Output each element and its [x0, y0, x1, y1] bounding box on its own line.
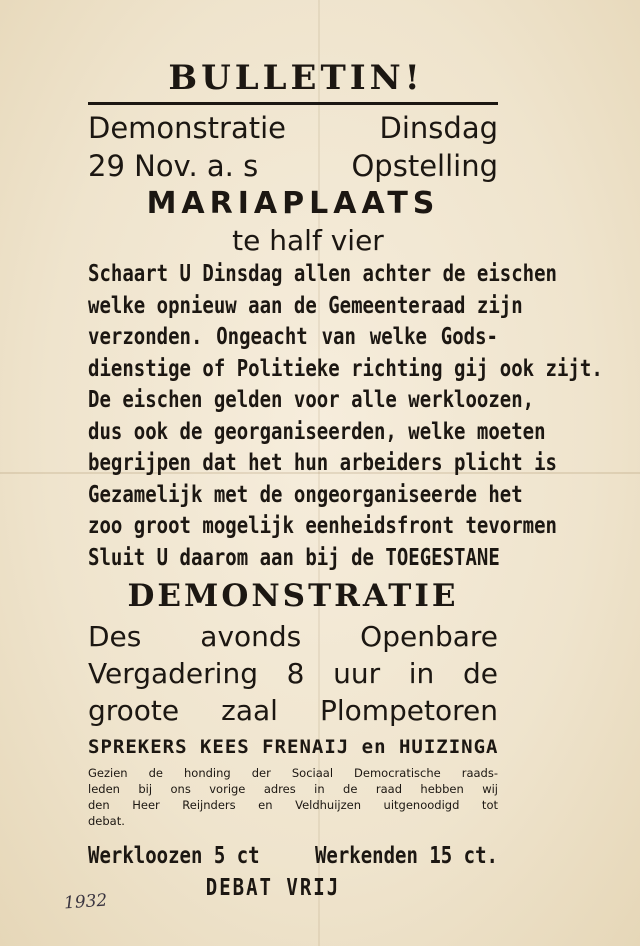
headline-date: [88, 147, 498, 185]
evening-word: avonds: [200, 620, 302, 653]
location-heading: MARIAPLAATS: [146, 186, 440, 221]
price-employed: Werkenden 15 ct.: [314, 842, 498, 870]
evening-word: 8: [286, 657, 305, 690]
body-line: dienstige of Politieke richting gij ook zijt.: [88, 355, 603, 382]
headline-word: Opstelling: [351, 149, 498, 183]
evening-word: Des: [88, 620, 142, 653]
body-line: welke opnieuw aan de Gemeenteraad zijn: [88, 292, 523, 319]
headline-demonstration: [88, 109, 498, 147]
evening-word: de: [462, 657, 498, 690]
notice-line: Gezien de honding der Sociaal Democratische raads-: [88, 766, 498, 780]
title-rule: [88, 102, 498, 105]
body-line: begrijpen dat het hun arbeiders plicht is: [88, 449, 557, 477]
headline-word: Demonstratie: [88, 111, 286, 145]
evening-word: in: [408, 657, 435, 690]
price-unemployed: Werkloozen 5 ct: [88, 842, 260, 870]
evening-line: [88, 692, 498, 729]
debate-free: DEBAT VRIJ: [205, 874, 341, 902]
headline-date-text: 29 Nov. a. s: [88, 149, 259, 183]
evening-word: Vergadering: [88, 657, 258, 690]
body-line: Gezamelijk met de ongeorganiseerde het: [88, 481, 523, 508]
notice-line: debat.: [88, 814, 125, 828]
time-heading: te half vier: [232, 224, 384, 257]
body-line: zoo groot mogelijk eenheidsfront tevormen: [88, 512, 557, 540]
evening-word: uur: [333, 657, 381, 690]
notice-line: den Heer Reijnders en Veldhuijzen uitgenoodigd tot: [88, 798, 498, 812]
evening-word: groote: [88, 694, 180, 727]
bulletin-content: [88, 56, 603, 903]
body-line: Schaart U Dinsdag allen achter de eischen: [88, 260, 557, 288]
evening-word: Plompetoren: [319, 694, 498, 727]
evening-word: Openbare: [360, 620, 498, 653]
headline-word: Dinsdag: [379, 111, 498, 145]
body-line: De eischen gelden voor alle werkloozen,: [88, 386, 535, 414]
body-line: dus ook de georganiseerden, welke moeten: [88, 418, 546, 445]
notice-line: leden bij ons vorige adres in de raad hebben wij: [88, 782, 498, 796]
speakers-line: SPREKERS KEES FRENAIJ en HUIZINGA: [88, 736, 499, 758]
body-line: Sluit U daarom aan bij de TOEGESTANE: [88, 544, 500, 571]
bulletin-title: BULLETIN!: [168, 58, 424, 98]
evening-line: [88, 618, 498, 655]
demonstratie-heading: DEMONSTRATIE: [127, 578, 459, 614]
evening-line: [88, 655, 498, 692]
evening-word: zaal: [221, 694, 278, 727]
body-line: verzonden. Ongeacht van welke Gods-: [88, 323, 498, 351]
handwritten-year: 1932: [63, 890, 108, 914]
